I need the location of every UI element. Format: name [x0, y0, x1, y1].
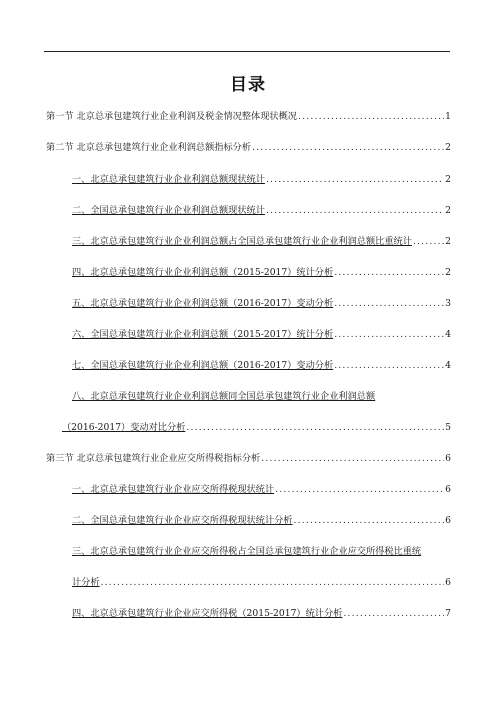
toc-leader-dots — [294, 515, 445, 527]
toc-leader-dots — [413, 236, 444, 248]
toc-title: 目录 — [230, 75, 266, 95]
toc-entry-section-2[interactable] — [46, 142, 451, 154]
header-rule — [44, 51, 450, 52]
toc-entry-text: 第三节 北京总承包建筑行业企业应交所得税指标分析 — [46, 453, 261, 464]
toc-leader-dots — [334, 267, 444, 279]
toc-entry-2-5[interactable] — [72, 298, 451, 310]
toc-entry-2-1[interactable] — [72, 174, 451, 186]
toc-leader-dots — [343, 608, 444, 620]
toc-page-number: 6 — [445, 577, 451, 588]
toc-leader-dots — [186, 422, 444, 434]
toc-leader-dots — [266, 205, 444, 217]
toc-entry-text: 二、全国总承包建筑行业企业利润总额现状统计 — [72, 205, 265, 216]
toc-entry-text: 五、北京总承包建筑行业企业利润总额（2016-2017）变动分析 — [72, 298, 334, 309]
toc-page-number: 6 — [445, 453, 451, 464]
toc-entry-text: 六、全国总承包建筑行业企业利润总额（2015-2017）统计分析 — [72, 329, 334, 340]
toc-entry-2-2[interactable] — [72, 205, 451, 217]
toc-page-number: 3 — [445, 298, 451, 309]
toc-leader-dots — [266, 174, 444, 186]
toc-entry-3-1[interactable] — [72, 484, 451, 496]
toc-entry-2-8-line1[interactable]: 八、北京总承包建筑行业企业利润总额同全国总承包建筑行业企业利润总额 — [72, 391, 376, 402]
toc-leader-dots — [298, 111, 444, 123]
toc-entry-text: 计分析 — [72, 577, 100, 588]
toc-page-number: 4 — [445, 360, 451, 371]
toc-entry-2-3[interactable] — [72, 236, 451, 248]
toc-page-number: 1 — [445, 111, 451, 122]
toc-entry-text: 第一节 北京总承包建筑行业企业利润及税金情况整体现状概况 — [46, 111, 297, 122]
toc-leader-dots — [334, 298, 444, 310]
toc-page-number: 5 — [445, 422, 451, 433]
toc-leader-dots — [261, 453, 444, 465]
toc-entry-text: 一、北京总承包建筑行业企业利润总额现状统计 — [72, 174, 265, 185]
toc-entry-3-3[interactable] — [72, 577, 451, 589]
toc-entry-text: （2016-2017）变动对比分析 — [62, 422, 186, 433]
toc-page-number: 2 — [445, 142, 451, 153]
toc-leader-dots — [252, 142, 444, 154]
toc-entry-2-6[interactable] — [72, 329, 451, 341]
toc-page-number: 6 — [445, 515, 451, 526]
toc-page-number: 6 — [445, 484, 451, 495]
toc-entry-section-3[interactable] — [46, 453, 451, 465]
toc-entry-text: 一、北京总承包建筑行业企业应交所得税现状统计 — [72, 484, 275, 495]
toc-entry-3-2[interactable] — [72, 515, 451, 527]
toc-leader-dots — [334, 360, 444, 372]
toc-page-number: 2 — [445, 236, 451, 247]
toc-entry-2-8[interactable] — [62, 422, 451, 434]
toc-entry-3-3-line1[interactable]: 三、北京总承包建筑行业企业应交所得税占全国总承包建筑行业企业应交所得税比重统 — [72, 546, 422, 557]
toc-leader-dots — [275, 484, 444, 496]
toc-page-number: 2 — [445, 174, 451, 185]
toc-entry-3-4[interactable] — [72, 608, 451, 620]
toc-entry-text: 七、全国总承包建筑行业企业利润总额（2016-2017）变动分析 — [72, 360, 334, 371]
toc-entry-text: 二、全国总承包建筑行业企业应交所得税现状统计分析 — [72, 515, 293, 526]
toc-leader-dots — [101, 577, 445, 589]
toc-entry-text: 第二节 北京总承包建筑行业企业利润总额指标分析 — [46, 142, 252, 153]
toc-entry-text: 三、北京总承包建筑行业企业利润总额占全国总承包建筑行业企业利润总额比重统计 — [72, 236, 412, 247]
toc-entry-text: 四、北京总承包建筑行业企业应交所得税（2015-2017）统计分析 — [72, 608, 343, 619]
toc-leader-dots — [334, 329, 444, 341]
toc-page-number: 2 — [445, 267, 451, 278]
toc-page-number: 4 — [445, 329, 451, 340]
toc-page-number: 2 — [445, 205, 451, 216]
toc-entry-text: 四、北京总承包建筑行业企业利润总额（2015-2017）统计分析 — [72, 267, 334, 278]
toc-entry-2-4[interactable] — [72, 267, 451, 279]
toc-entry-section-1[interactable] — [46, 111, 451, 123]
toc-page-number: 7 — [445, 608, 451, 619]
toc-entry-2-7[interactable] — [72, 360, 451, 372]
